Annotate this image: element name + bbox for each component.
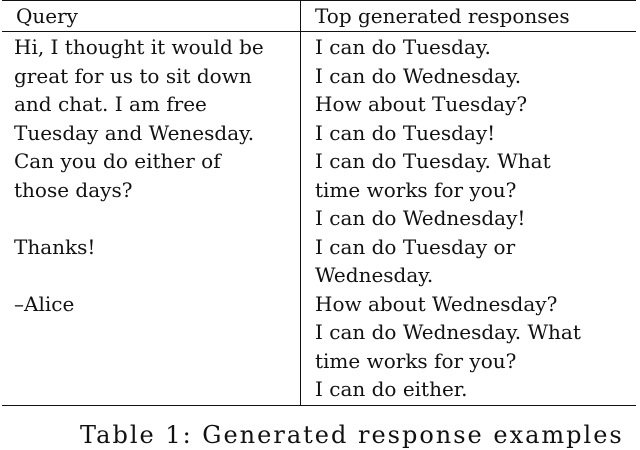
results-table (2, 0, 636, 406)
query-line: Tuesday and Wenesday. (14, 120, 255, 145)
query-line: and chat. I am free (14, 92, 207, 116)
query-header: Query (16, 4, 78, 28)
header-rule (2, 31, 636, 32)
query-column (14, 33, 264, 318)
response-line: I can do either. (315, 377, 468, 401)
query-line: Hi, I thought it would be (14, 35, 264, 59)
column-divider (300, 1, 301, 405)
response-line: I can do Wednesday. What (315, 320, 581, 344)
query-line: –Alice (14, 291, 75, 316)
responses-header: Top generated responses (315, 4, 570, 28)
response-line: I can do Tuesday or (315, 234, 516, 259)
response-line: I can do Wednesday! (315, 206, 526, 230)
query-line (14, 261, 264, 290)
responses-column (315, 33, 581, 404)
response-line: I can do Tuesday. What (315, 149, 551, 173)
query-line: Thanks! (14, 234, 96, 259)
query-line: Can you do either of (14, 149, 221, 173)
table-caption: Table 1: Generated response examples (80, 421, 624, 449)
response-line: How about Wednesday? (315, 291, 558, 316)
response-line: How about Tuesday? (315, 92, 528, 116)
response-line: Wednesday. (315, 263, 434, 287)
response-line: time works for you? (315, 348, 517, 373)
response-line: I can do Wednesday. (315, 63, 522, 88)
response-line: time works for you? (315, 177, 517, 202)
query-line: great for us to sit down (14, 63, 252, 88)
response-line: I can do Tuesday! (315, 120, 496, 145)
query-line: those days? (14, 177, 133, 202)
query-line (14, 204, 264, 233)
response-line: I can do Tuesday. (315, 35, 491, 59)
